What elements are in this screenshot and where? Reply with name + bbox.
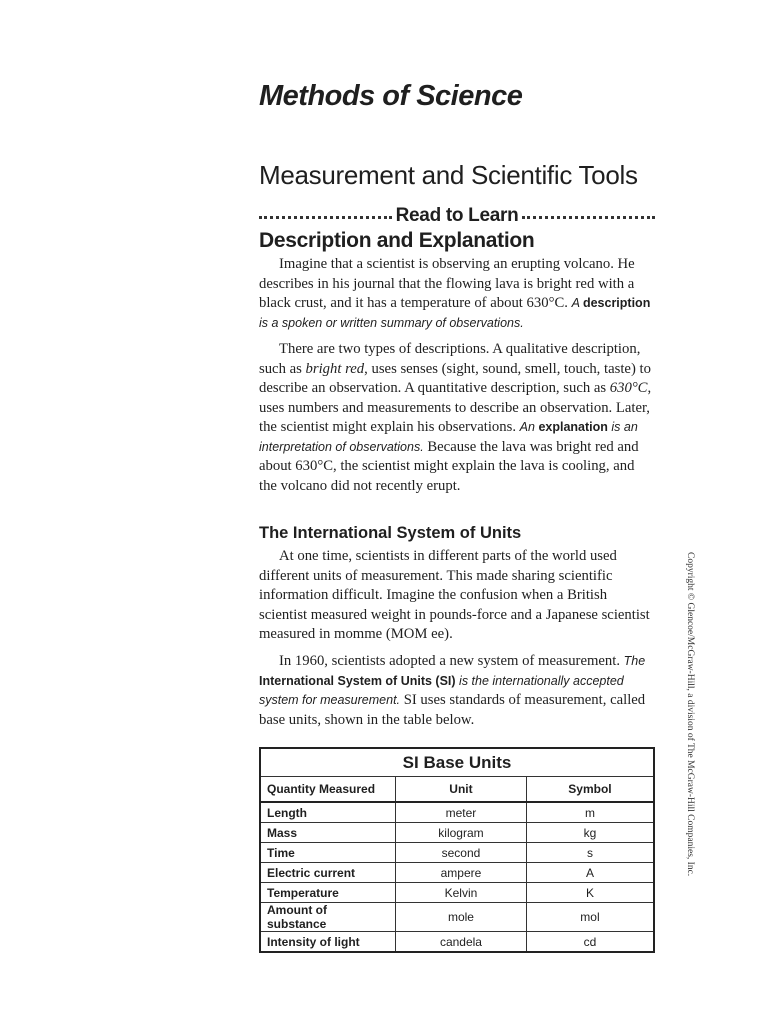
term-description: description	[582, 296, 651, 310]
symbol-cell: kg	[526, 823, 654, 843]
column-header-symbol: Symbol	[526, 777, 654, 803]
quantity-cell: Electric current	[260, 863, 396, 883]
section-heading: Description and Explanation	[259, 229, 535, 252]
column-header-unit: Unit	[396, 777, 527, 803]
quantity-cell: Intensity of light	[260, 932, 396, 953]
unit-cell: mole	[396, 903, 527, 932]
table-row	[260, 843, 654, 863]
paragraph-text: Imagine that a scientist is observing an erupting volcano. He describes in his journal that the flowing lava is bright red with a black crust, and it has a temperature of about 630°C.	[259, 256, 635, 311]
quantity-cell: Length	[260, 802, 396, 823]
table-row	[260, 883, 654, 903]
term-si: International System of Units (SI)	[259, 673, 456, 688]
table-row	[260, 863, 654, 883]
paragraph-volcano	[259, 255, 655, 333]
column-header-quantity: Quantity Measured	[260, 777, 396, 803]
table-row	[260, 932, 654, 953]
read-to-learn-label: Read to Learn	[395, 205, 519, 226]
table-row	[260, 823, 654, 843]
subsection-heading: The International System of Units	[259, 524, 522, 542]
lesson-title: Measurement and Scientific Tools	[259, 160, 638, 190]
definition-explanation: An explanation is an interpretation of observations.	[259, 420, 638, 454]
si-base-units-table	[259, 747, 655, 953]
paragraph-si-adoption: In 1960, scientists adopted a new system of measurement. The International System of Units (SI) is the internationally accepted system for measurement. SI uses standards of measurement, called base units, shown in the table below.	[259, 653, 646, 728]
dotted-rule-right	[522, 216, 655, 219]
symbol-cell: m	[526, 802, 654, 823]
symbol-cell: cd	[526, 932, 654, 953]
table-caption: SI Base Units	[260, 748, 654, 777]
term-explanation: explanation	[538, 420, 608, 434]
paragraph-units-history: At one time, scientists in different parts of the world used different units of measurement. This made sharing scientific information difficult. Imagine the confusion when a British scientist measured weight in pounds-force and a Japanese scientist measured in momme (MOM ee).	[259, 548, 650, 642]
unit-cell: second	[396, 843, 527, 863]
example-quantitative: 630°C	[609, 380, 648, 396]
read-to-learn-banner	[259, 204, 655, 228]
unit-cell: ampere	[396, 863, 527, 883]
quantity-cell: Mass	[260, 823, 396, 843]
definition-description: A description is a spoken or written summary of observations.	[259, 296, 651, 330]
unit-cell: kilogram	[396, 823, 527, 843]
unit-cell: meter	[396, 802, 527, 823]
symbol-cell: mol	[526, 903, 654, 932]
quantity-cell: Amount of substance	[260, 903, 396, 932]
table-row	[260, 903, 654, 932]
unit-cell: candela	[396, 932, 527, 953]
chapter-title: Methods of Science	[259, 80, 523, 112]
paragraph-descriptions: There are two types of descriptions. A qualitative description, such as bright red, uses senses (sight, sound, smell, touch, taste) to describe an observation. A quantitative description, such as 630°C, uses numbers and measurements to describe an observation. Later, the scientist might explain his observations. An explanation is an interpretation of observations. Because the lava was bright red and about 630°C, the scientist might explain the lava is cooling, and the volcano did not recently erupt.	[259, 341, 652, 494]
symbol-cell: K	[526, 883, 654, 903]
unit-cell: Kelvin	[396, 883, 527, 903]
symbol-cell: s	[526, 843, 654, 863]
example-qualitative: bright red	[305, 360, 365, 377]
symbol-cell: A	[526, 863, 654, 883]
table-row	[260, 802, 654, 823]
quantity-cell: Temperature	[260, 883, 396, 903]
dotted-rule-left	[259, 216, 392, 219]
copyright-notice: Copyright © Glencoe/McGraw-Hill, a division of The McGraw-Hill Companies, Inc.	[685, 552, 695, 877]
table-header-row	[260, 777, 654, 803]
definition-si: The International System of Units (SI) is the internationally accepted system for measurement.	[259, 654, 646, 707]
quantity-cell: Time	[260, 843, 396, 863]
